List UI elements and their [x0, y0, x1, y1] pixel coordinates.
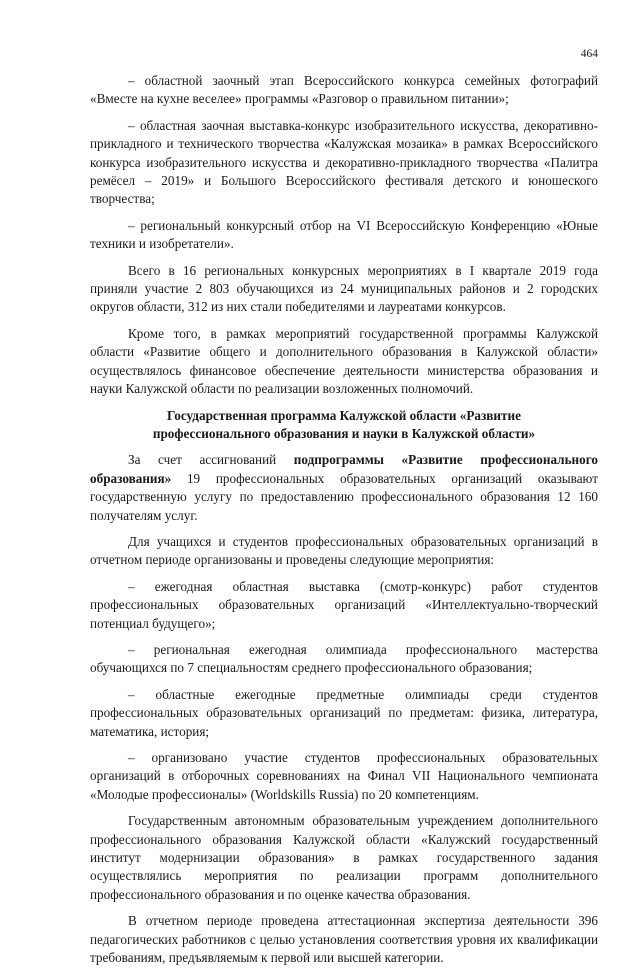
paragraph-contest-art: – областная заочная выставка-конкурс изобразительного искусства, декоративно-прикладного и технического творчества «Калужская мозаика» в рамках Всероссийского конкурса изобразительного искусства и декоративно-прикладного творчества «Палитра ремёсел – 2019» и Большого Всероссийского фестиваля детского и юношеского творчества;	[90, 117, 598, 207]
paragraph-attestation: В отчетном периоде проведена аттестационная экспертиза деятельности 396 педагогических работников с целью установления соответствия уровня их квалификации требованиям, предъявляемым к первой или высшей категории.	[90, 913, 598, 966]
paragraph-worldskills: – организовано участие студентов профессиональных образовательных организаций в отборочных соревнованиях на Финал VII Национального чемпионата «Молодые профессионалы» (Worldskills Russia) по 20 компетенциям.	[90, 750, 598, 802]
paragraph-events-intro: Для учащихся и студентов профессиональных образовательных организаций в отчетном периоде организованы и проведены следующие мероприятия:	[90, 533, 598, 568]
paragraph-participants-total: Всего в 16 региональных конкурсных мероприятиях в I квартале 2019 года приняли участие 2 803 обучающихся из 24 муниципальных районов и 2 городских округов области, 312 из них стали победителями и лауреатами конкурсов.	[90, 262, 598, 315]
page-number: 464	[580, 48, 598, 60]
section-heading	[90, 407, 598, 444]
paragraph-skills-olympiad: – региональная ежегодная олимпиада профессионального мастерства обучающихся по 7 специальностям среднего профессионального образования;	[90, 641, 598, 676]
paragraph-contest-photo: – областной заочный этап Всероссийского конкурса семейных фотографий «Вместе на кухне веселее» программы «Разговор о правильном питании»;	[90, 73, 598, 107]
subprogram-text-before: За счет ассигнований	[128, 452, 294, 468]
subprogram-name-bold: подпрограммы «Развитие профессионального образования»	[90, 452, 598, 486]
section-heading-line-2: профессионального образования и науки в Калужской области»	[152, 425, 536, 441]
subprogram-text-after: 19 профессиональных образовательных организаций оказывают государственную услугу по предоставлению профессионального образования 12 160 получателям услуг.	[90, 470, 598, 523]
paragraph-funding: Кроме того, в рамках мероприятий государственной программы Калужской области «Развитие общего и дополнительного образования в Калужской области» осуществлялось финансовое обеспечение деятельности министерства образования и науки Калужской области по реализации возложенных полномочий.	[90, 325, 598, 397]
paragraph-subprogram	[90, 451, 598, 525]
paragraph-young-engineers: – региональный конкурсный отбор на VI Всероссийскую Конференцию «Юные техники и изобретатели».	[90, 217, 598, 252]
paragraph-institute: Государственным автономным образовательным учреждением дополнительного профессионального образования Калужской области «Калужский государственный институт модернизации образования» в рамках государственного задания осуществлялись мероприятия по реализации программ дополнительного профессионального образования и по оценке качества образования.	[90, 813, 598, 902]
paragraph-subject-olympiads: – областные ежегодные предметные олимпиады среди студентов профессиональных образовательных организаций по предметам: физика, литература, математика, история;	[90, 686, 598, 739]
paragraph-exhibition: – ежегодная областная выставка (смотр-конкурс) работ студентов профессиональных образовательных организаций «Интеллектуально-творческий потенциал будущего»;	[90, 578, 598, 631]
document-body	[90, 72, 598, 975]
section-heading-line-1: Государственная программа Калужской области «Развитие	[167, 407, 521, 423]
